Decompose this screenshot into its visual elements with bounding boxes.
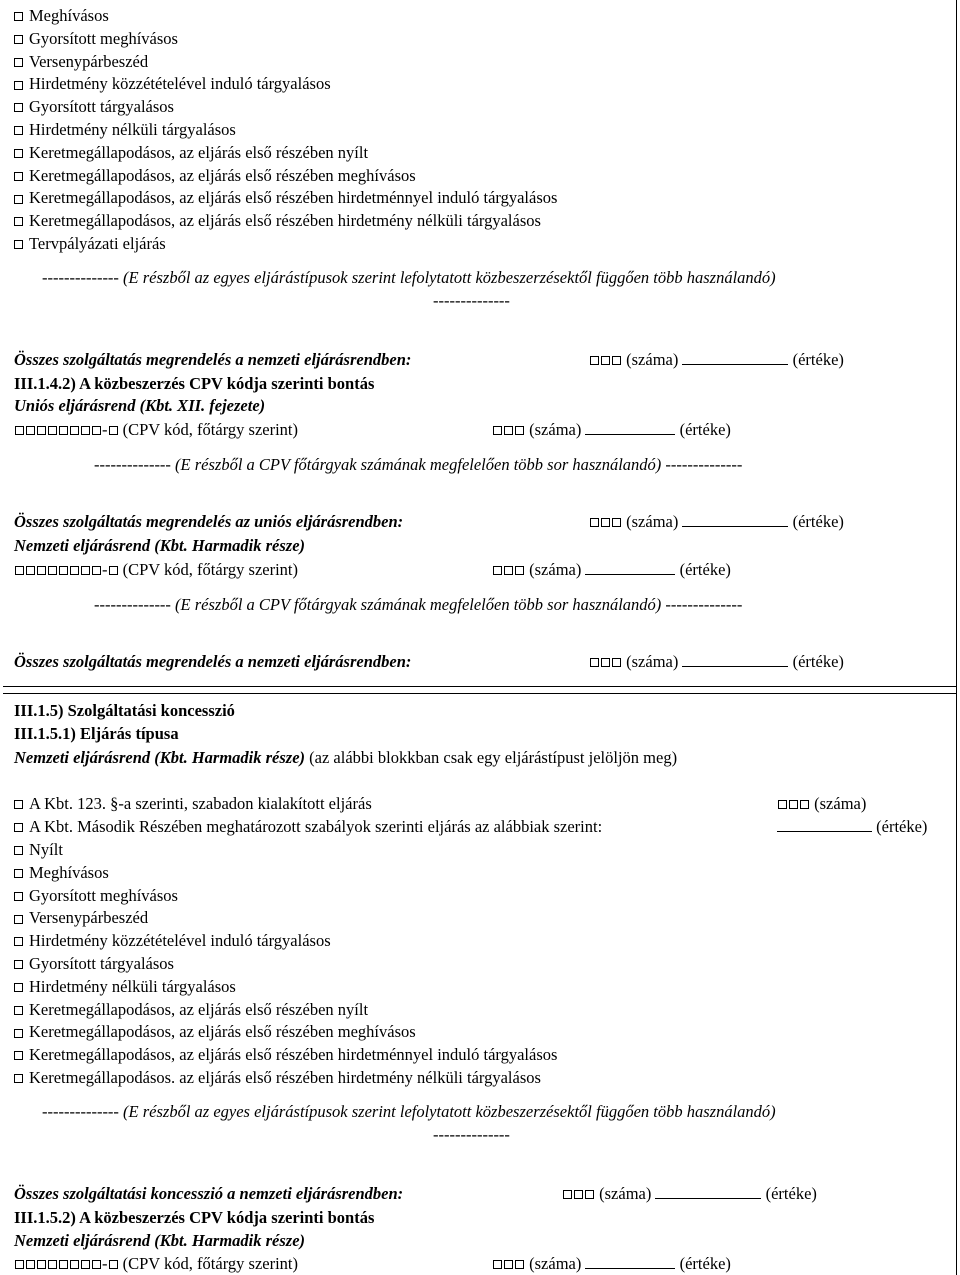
value-field[interactable] <box>585 560 675 575</box>
procedure-option[interactable] <box>14 74 331 94</box>
procedure-option[interactable] <box>14 211 541 231</box>
procedure-option[interactable] <box>14 143 368 163</box>
checkbox-icon[interactable] <box>37 566 46 575</box>
checkbox-icon[interactable] <box>14 35 23 44</box>
checkbox-icon[interactable] <box>14 58 23 67</box>
value-field[interactable] <box>682 652 788 667</box>
count-label: (száma) <box>529 1254 582 1273</box>
procedure-option[interactable] <box>14 1068 541 1088</box>
note-procedure-types: -------------- (E részből az egyes eljárástípusok szerint lefolytatott közbeszerzésektől függően több használandó) <box>42 1102 776 1121</box>
national-procedure-label: Nemzeti eljárásrend (Kbt. Harmadik része) <box>14 536 306 555</box>
checkbox-icon[interactable] <box>574 1190 583 1199</box>
checkbox-icon[interactable] <box>26 1260 35 1269</box>
value-label: (értéke) <box>679 560 731 579</box>
section-divider <box>3 693 956 694</box>
procedure-option-label: Keretmegállapodásos, az eljárás első részében hirdetménnyel induló tárgyalásos <box>29 188 558 208</box>
note-procedure-types-cont: -------------- <box>433 291 510 310</box>
procedure-option[interactable] <box>14 6 109 26</box>
option-kbt-123[interactable] <box>14 794 372 814</box>
procedure-option-label: Hirdetmény nélküli tárgyalásos <box>29 976 236 996</box>
value-field[interactable] <box>585 1254 675 1269</box>
section-heading-315: III.1.5) Szolgáltatási koncesszió <box>14 701 235 720</box>
total-eu-values <box>589 512 844 532</box>
procedure-option-label: Meghívásos <box>29 862 109 882</box>
checkbox-icon[interactable] <box>109 426 118 435</box>
checkbox-icon[interactable] <box>14 1074 23 1083</box>
count-label: (száma) <box>529 560 582 579</box>
section-heading-3152: III.1.5.2) A közbeszerzés CPV kódja szerinti bontás <box>14 1208 375 1227</box>
checkbox-icon[interactable] <box>515 426 524 435</box>
total-concession-values <box>562 1184 817 1204</box>
procedure-option[interactable] <box>14 166 416 186</box>
value-label: (értéke) <box>765 1184 817 1203</box>
cpv-row: - (CPV kód, főtárgy szerint) <box>14 560 298 580</box>
procedure-option[interactable] <box>14 840 63 860</box>
procedure-option[interactable] <box>14 1000 368 1020</box>
procedure-option[interactable] <box>14 234 166 254</box>
value-label: (értéke) <box>792 350 844 369</box>
checkbox-icon[interactable] <box>48 426 57 435</box>
procedure-option[interactable] <box>14 52 148 72</box>
checkbox-icon[interactable] <box>14 1006 23 1015</box>
value-label: (értéke) <box>792 652 844 671</box>
checkbox-icon[interactable] <box>601 658 610 667</box>
checkbox-icon[interactable] <box>109 1260 118 1269</box>
procedure-option-label: Meghívásos <box>29 6 109 25</box>
checkbox-icon[interactable] <box>504 1260 513 1269</box>
checkbox-icon[interactable] <box>590 518 599 527</box>
note-cpv-rows: -------------- (E részből a CPV főtárgyak számának megfelelően több sor használandó) -------------- <box>94 595 743 614</box>
checkbox-icon[interactable] <box>81 426 90 435</box>
kbt123-count <box>777 794 866 814</box>
checkbox-icon[interactable] <box>48 1260 57 1269</box>
procedure-option-label: Tervpályázati eljárás <box>29 234 166 253</box>
procedure-option-label: Hirdetmény nélküli tárgyalásos <box>29 120 236 139</box>
value-label: (értéke) <box>876 817 928 836</box>
checkbox-icon[interactable] <box>14 915 23 924</box>
cpv-row-values <box>492 420 731 440</box>
checkbox-icon[interactable] <box>14 240 23 249</box>
procedure-option-label: Hirdetmény közzétételével induló tárgyalásos <box>29 74 331 94</box>
checkbox-icon[interactable] <box>504 426 513 435</box>
checkbox-icon[interactable] <box>14 800 23 809</box>
checkbox-icon[interactable] <box>612 518 621 527</box>
checkbox-icon[interactable] <box>14 892 23 901</box>
procedure-option[interactable] <box>14 1022 416 1042</box>
count-label: (száma) <box>626 350 679 369</box>
checkbox-icon[interactable] <box>14 195 23 204</box>
checkbox-icon[interactable] <box>59 566 68 575</box>
checkbox-icon[interactable] <box>14 846 23 855</box>
procedure-option[interactable] <box>14 931 331 951</box>
checkbox-icon[interactable] <box>515 566 524 575</box>
procedure-option-label: Keretmegállapodásos, az eljárás első részében meghívásos <box>29 165 416 185</box>
procedure-option[interactable] <box>14 97 174 117</box>
count-label: (száma) <box>814 794 867 813</box>
checkbox-icon[interactable] <box>70 566 79 575</box>
checkbox-icon[interactable] <box>612 356 621 365</box>
note-procedure-types: -------------- (E részből az egyes eljárástípusok szerint lefolytatott közbeszerzésektől függően több használandó) <box>42 268 776 287</box>
procedure-option-label: Gyorsított tárgyalásos <box>29 97 174 117</box>
checkbox-icon[interactable] <box>504 566 513 575</box>
value-field[interactable] <box>682 350 788 365</box>
checkbox-icon[interactable] <box>14 937 23 946</box>
total-concession-label: Összes szolgáltatási koncesszió a nemzeti eljárásrendben: <box>14 1184 404 1203</box>
checkbox-icon[interactable] <box>585 1190 594 1199</box>
value-field[interactable] <box>777 817 872 832</box>
procedure-option-label: Gyorsított meghívásos <box>29 28 178 48</box>
cpv-row-label: (CPV kód, főtárgy szerint) <box>122 420 298 439</box>
checkbox-icon[interactable] <box>14 1029 23 1038</box>
checkbox-icon[interactable] <box>493 1260 502 1269</box>
checkbox-icon[interactable] <box>26 566 35 575</box>
procedure-option[interactable] <box>14 886 178 906</box>
checkbox-icon[interactable] <box>37 1260 46 1269</box>
national-procedure-label: Nemzeti eljárásrend (Kbt. Harmadik része) <box>14 1231 306 1250</box>
procedure-option-label: Keretmegállapodásos, az eljárás első részében nyílt <box>29 999 369 1019</box>
cpv-row-label: (CPV kód, főtárgy szerint) <box>122 1254 298 1273</box>
procedure-option-label: Keretmegállapodásos, az eljárás első részében hirdetmény nélküli tárgyalásos <box>29 211 541 231</box>
checkbox-icon[interactable] <box>37 426 46 435</box>
procedure-option-label: Keretmegállapodásos, az eljárás első részében hirdetménnyel induló tárgyalásos <box>29 1045 558 1065</box>
checkbox-icon[interactable] <box>590 356 599 365</box>
cpv-row-values <box>492 560 731 580</box>
procedure-option[interactable] <box>14 954 174 974</box>
checkbox-icon[interactable] <box>14 126 23 135</box>
procedure-option-label: Gyorsított tárgyalásos <box>29 954 174 973</box>
checkbox-icon[interactable] <box>92 426 101 435</box>
procedure-option[interactable] <box>14 977 236 997</box>
total-national-label: Összes szolgáltatás megrendelés a nemzeti eljárásrendben: <box>14 350 412 369</box>
checkbox-icon[interactable] <box>14 960 23 969</box>
section-heading-3142: III.1.4.2) A közbeszerzés CPV kódja szerinti bontás <box>14 374 375 393</box>
value-field[interactable] <box>585 420 675 435</box>
checkbox-icon[interactable] <box>800 800 809 809</box>
total-national-label: Összes szolgáltatás megrendelés a nemzeti eljárásrendben: <box>14 652 412 671</box>
checkbox-icon[interactable] <box>15 566 24 575</box>
cpv-row: - (CPV kód, főtárgy szerint) <box>14 1254 298 1274</box>
procedure-option-label: Versenypárbeszéd <box>29 908 149 928</box>
procedure-option-label: Nyílt <box>29 840 63 859</box>
procedure-option[interactable] <box>14 120 236 140</box>
section-divider <box>3 686 956 687</box>
value-field[interactable] <box>682 512 788 527</box>
checkbox-icon[interactable] <box>14 103 23 112</box>
value-label: (értéke) <box>679 420 731 439</box>
checkbox-icon[interactable] <box>493 426 502 435</box>
total-national-values <box>589 350 844 370</box>
checkbox-icon[interactable] <box>493 566 502 575</box>
checkbox-icon[interactable] <box>59 426 68 435</box>
procedure-option[interactable] <box>14 863 109 883</box>
procedure-option-label: Keretmegállapodásos, az eljárás első részében meghívásos <box>29 1022 416 1042</box>
value-field[interactable] <box>655 1184 761 1199</box>
checkbox-icon[interactable] <box>92 1260 101 1269</box>
checkbox-icon[interactable] <box>15 426 24 435</box>
checkbox-icon[interactable] <box>14 12 23 21</box>
checkbox-icon[interactable] <box>59 1260 68 1269</box>
option-label: A Kbt. Második Részében meghatározott szabályok szerinti eljárás az alábbiak szerint: <box>29 817 603 836</box>
checkbox-icon[interactable] <box>14 81 23 90</box>
cpv-row-label: (CPV kód, főtárgy szerint) <box>122 560 298 579</box>
procedure-option-label: Hirdetmény közzétételével induló tárgyalásos <box>29 931 331 951</box>
checkbox-icon[interactable] <box>26 426 35 435</box>
procedure-option[interactable] <box>14 29 178 49</box>
checkbox-icon[interactable] <box>612 658 621 667</box>
checkbox-icon[interactable] <box>81 1260 90 1269</box>
total-national-values <box>589 652 844 672</box>
eu-procedure-label: Uniós eljárásrend (Kbt. XII. fejezete) <box>14 396 266 415</box>
checkbox-icon[interactable] <box>14 983 23 992</box>
checkbox-icon[interactable] <box>70 426 79 435</box>
checkbox-icon[interactable] <box>14 869 23 878</box>
procedure-option-label: Gyorsított meghívásos <box>29 885 178 905</box>
option-label: A Kbt. 123. §-a szerinti, szabadon kialakított eljárás <box>29 794 372 813</box>
checkbox-icon[interactable] <box>14 149 23 158</box>
checkbox-icon[interactable] <box>563 1190 572 1199</box>
checkbox-icon[interactable] <box>81 566 90 575</box>
checkbox-icon[interactable] <box>601 518 610 527</box>
procedure-option[interactable] <box>14 1045 557 1065</box>
section-heading-3151: III.1.5.1) Eljárás típusa <box>14 724 179 743</box>
checkbox-icon[interactable] <box>14 172 23 181</box>
checkbox-icon[interactable] <box>14 823 23 832</box>
cpv-row-values <box>492 1254 731 1274</box>
checkbox-icon[interactable] <box>14 1051 23 1060</box>
national-procedure-line <box>14 748 677 768</box>
value-label: (értéke) <box>792 512 844 531</box>
procedure-option-label: Keretmegállapodásos, az eljárás első részében nyílt <box>29 142 369 162</box>
count-label: (száma) <box>599 1184 652 1203</box>
cpv-row: - (CPV kód, főtárgy szerint) <box>14 420 298 440</box>
procedure-option[interactable] <box>14 908 148 928</box>
note-procedure-types-cont: -------------- <box>433 1125 510 1144</box>
checkbox-icon[interactable] <box>48 566 57 575</box>
checkbox-icon[interactable] <box>515 1260 524 1269</box>
checkbox-icon[interactable] <box>15 1260 24 1269</box>
value-label: (értéke) <box>679 1254 731 1273</box>
checkbox-icon[interactable] <box>601 356 610 365</box>
kbt-masodik-value <box>777 817 927 837</box>
checkbox-icon[interactable] <box>92 566 101 575</box>
national-procedure-label: Nemzeti eljárásrend (Kbt. Harmadik része) <box>14 748 306 767</box>
block-note: (az alábbi blokkban csak egy eljárástípust jelöljön meg) <box>309 748 678 767</box>
total-eu-label: Összes szolgáltatás megrendelés az uniós eljárásrendben: <box>14 512 404 531</box>
count-label: (száma) <box>529 420 582 439</box>
checkbox-icon[interactable] <box>109 566 118 575</box>
note-cpv-rows: -------------- (E részből a CPV főtárgyak számának megfelelően több sor használandó) -------------- <box>94 455 743 474</box>
procedure-option[interactable] <box>14 188 557 208</box>
checkbox-icon[interactable] <box>14 217 23 226</box>
count-label: (száma) <box>626 512 679 531</box>
checkbox-icon[interactable] <box>70 1260 79 1269</box>
procedure-option-label: Versenypárbeszéd <box>29 51 149 71</box>
checkbox-icon[interactable] <box>590 658 599 667</box>
option-kbt-masodik[interactable] <box>14 817 602 837</box>
procedure-option-label: Keretmegállapodásos. az eljárás első részében hirdetmény nélküli tárgyalásos <box>29 1068 541 1087</box>
checkbox-icon[interactable] <box>789 800 798 809</box>
checkbox-icon[interactable] <box>778 800 787 809</box>
count-label: (száma) <box>626 652 679 671</box>
